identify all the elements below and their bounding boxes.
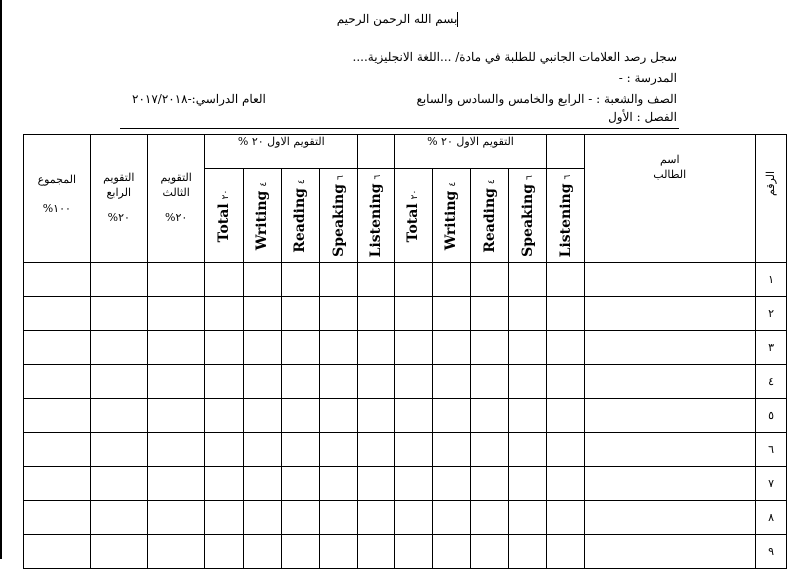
grade-cell[interactable] — [243, 433, 281, 467]
grade-cell[interactable] — [147, 399, 204, 433]
grade-cell[interactable] — [90, 297, 147, 331]
grades-table — [23, 134, 787, 569]
grade-cell[interactable] — [509, 501, 547, 535]
grade-cell[interactable] — [147, 433, 204, 467]
header-listening-a: Listening٦ — [547, 169, 584, 263]
table-row — [24, 467, 787, 501]
header-student-name — [584, 135, 755, 263]
third-eval-heading-2: الثالث — [162, 186, 190, 199]
table-row — [24, 365, 787, 399]
row-number: ١ — [755, 263, 786, 297]
grade-cell[interactable] — [243, 297, 281, 331]
grade-cell[interactable] — [584, 263, 755, 297]
grade-cell[interactable] — [205, 365, 243, 399]
grade-cell[interactable] — [584, 399, 755, 433]
grade-cell[interactable] — [432, 365, 470, 399]
basmala — [0, 12, 795, 27]
grade-cell[interactable] — [205, 501, 243, 535]
grade-cell[interactable] — [547, 535, 584, 569]
grade-cell[interactable] — [243, 501, 281, 535]
grade-cell[interactable] — [470, 263, 508, 297]
grade-cell[interactable] — [470, 399, 508, 433]
grade-cell[interactable] — [320, 263, 358, 297]
total-heading: المجموع — [37, 173, 77, 186]
grade-cell[interactable] — [432, 433, 470, 467]
grade-cell[interactable] — [147, 467, 204, 501]
grade-cell[interactable] — [394, 365, 432, 399]
student-name-heading-1: اسم — [659, 153, 680, 166]
grade-cell[interactable] — [320, 331, 358, 365]
grade-cell[interactable] — [147, 501, 204, 535]
grade-cell[interactable] — [281, 263, 319, 297]
row-number-heading: الرقم — [764, 170, 778, 197]
grade-cell[interactable] — [281, 535, 319, 569]
row-number: ٦ — [755, 433, 786, 467]
grade-cell[interactable] — [24, 535, 91, 569]
grade-cell[interactable] — [547, 365, 584, 399]
grade-cell[interactable] — [394, 467, 432, 501]
grade-cell[interactable] — [584, 297, 755, 331]
grade-cell[interactable] — [147, 365, 204, 399]
grade-cell[interactable] — [90, 331, 147, 365]
grade-cell[interactable] — [243, 467, 281, 501]
grade-cell[interactable] — [24, 433, 91, 467]
grade-cell[interactable] — [320, 535, 358, 569]
fourth-eval-percent: ٢٠% — [107, 211, 130, 224]
grade-cell[interactable] — [432, 399, 470, 433]
grade-cell[interactable] — [547, 399, 584, 433]
grade-cell[interactable] — [24, 501, 91, 535]
page-edge — [0, 0, 2, 559]
grade-cell[interactable] — [394, 535, 432, 569]
grade-cell[interactable] — [205, 399, 243, 433]
grade-cell[interactable] — [584, 535, 755, 569]
row-number: ٩ — [755, 535, 786, 569]
header-speaking-a: Speaking٦ — [509, 169, 547, 263]
grade-cell[interactable] — [358, 501, 394, 535]
header-group-spacer-b — [358, 135, 394, 169]
grade-cell[interactable] — [205, 297, 243, 331]
grade-cell[interactable] — [281, 399, 319, 433]
grade-cell[interactable] — [281, 365, 319, 399]
grade-cell[interactable] — [320, 365, 358, 399]
grade-cell[interactable] — [147, 331, 204, 365]
grade-cell[interactable] — [584, 433, 755, 467]
student-name-heading-2: الطالب — [653, 168, 687, 181]
grade-cell[interactable] — [147, 263, 204, 297]
grade-cell[interactable] — [320, 297, 358, 331]
grade-cell[interactable] — [509, 297, 547, 331]
grade-cell[interactable] — [432, 297, 470, 331]
grade-cell[interactable] — [394, 501, 432, 535]
third-eval-heading-1: التقويم — [160, 171, 192, 184]
header-writing-a: Writing٤ — [432, 169, 470, 263]
grade-cell[interactable] — [358, 263, 394, 297]
grade-cell[interactable] — [584, 467, 755, 501]
grade-cell[interactable] — [281, 433, 319, 467]
grade-cell[interactable] — [509, 467, 547, 501]
grade-cell[interactable] — [394, 263, 432, 297]
school-field: المدرسة : - — [618, 71, 677, 85]
grade-cell[interactable] — [432, 535, 470, 569]
grade-cell[interactable] — [394, 433, 432, 467]
row-number: ٧ — [755, 467, 786, 501]
grade-cell[interactable] — [509, 535, 547, 569]
grade-cell[interactable] — [509, 365, 547, 399]
grade-cell[interactable] — [358, 399, 394, 433]
grade-cell[interactable] — [470, 297, 508, 331]
grade-cell[interactable] — [320, 433, 358, 467]
class-field: الصف والشعبة : - الرابع والخامس والسادس والسابع — [416, 92, 677, 106]
grade-cell[interactable] — [90, 399, 147, 433]
grade-cell[interactable] — [24, 297, 91, 331]
grade-cell[interactable] — [584, 501, 755, 535]
grade-cell[interactable] — [24, 399, 91, 433]
grade-cell[interactable] — [243, 365, 281, 399]
table-row — [24, 501, 787, 535]
grade-cell[interactable] — [358, 331, 394, 365]
row-number: ٥ — [755, 399, 786, 433]
grade-cell[interactable] — [470, 467, 508, 501]
grade-cell[interactable] — [358, 365, 394, 399]
grade-cell[interactable] — [470, 331, 508, 365]
grade-cell[interactable] — [90, 433, 147, 467]
grade-cell[interactable] — [90, 501, 147, 535]
header-total-b: Total٢٠ — [205, 169, 243, 263]
third-eval-percent: ٢٠% — [165, 211, 188, 224]
row-number: ٣ — [755, 331, 786, 365]
table-row — [24, 297, 787, 331]
header-group-eval-b: التقويم الاول ٢٠ % — [205, 135, 358, 169]
grade-cell[interactable] — [24, 263, 91, 297]
grade-cell[interactable] — [205, 331, 243, 365]
header-group-eval-a: التقويم الاول ٢٠ % — [394, 135, 547, 169]
grade-cell[interactable] — [509, 263, 547, 297]
header-total — [24, 135, 91, 263]
grade-cell[interactable] — [509, 331, 547, 365]
grade-cell[interactable] — [24, 365, 91, 399]
text-cursor — [457, 12, 458, 27]
header-rule — [120, 128, 679, 129]
header-reading-a: Reading٤ — [470, 169, 508, 263]
grade-cell[interactable] — [90, 535, 147, 569]
table-row — [24, 399, 787, 433]
header-group-spacer-a — [547, 135, 584, 169]
grade-cell[interactable] — [90, 263, 147, 297]
grade-cell[interactable] — [243, 535, 281, 569]
grade-cell[interactable] — [358, 467, 394, 501]
grade-cell[interactable] — [320, 501, 358, 535]
document-title: سجل رصد العلامات الجانبي للطلبة في مادة/ ...اللغة الانجليزية.... — [352, 50, 677, 64]
grade-cell[interactable] — [509, 433, 547, 467]
header-speaking-b: Speaking٦ — [320, 169, 358, 263]
grade-cell[interactable] — [205, 263, 243, 297]
grade-cell[interactable] — [243, 263, 281, 297]
grade-cell[interactable] — [432, 331, 470, 365]
grade-cell[interactable] — [547, 297, 584, 331]
grade-cell[interactable] — [547, 331, 584, 365]
header-total-a: Total٢٠ — [394, 169, 432, 263]
grade-cell[interactable] — [90, 365, 147, 399]
grade-cell[interactable] — [470, 535, 508, 569]
grade-cell[interactable] — [147, 297, 204, 331]
header-reading-b: Reading٤ — [281, 169, 319, 263]
row-number: ٨ — [755, 501, 786, 535]
grade-cell[interactable] — [90, 467, 147, 501]
grade-cell[interactable] — [358, 535, 394, 569]
grade-cell[interactable] — [147, 535, 204, 569]
header-writing-b: Writing٤ — [243, 169, 281, 263]
grade-cell[interactable] — [584, 331, 755, 365]
row-number: ٤ — [755, 365, 786, 399]
header-listening-b: Listening٦ — [358, 169, 394, 263]
header-third-eval — [147, 135, 204, 263]
grade-cell[interactable] — [547, 501, 584, 535]
grade-cell[interactable] — [358, 297, 394, 331]
grade-cell[interactable] — [320, 467, 358, 501]
table-row — [24, 535, 787, 569]
grade-cell[interactable] — [432, 501, 470, 535]
basmala-text: بسم الله الرحمن الرحيم — [336, 12, 458, 26]
table-row — [24, 331, 787, 365]
grade-cell[interactable] — [547, 263, 584, 297]
grade-cell[interactable] — [281, 331, 319, 365]
grade-cell[interactable] — [205, 535, 243, 569]
grade-cell[interactable] — [470, 365, 508, 399]
grade-cell[interactable] — [205, 467, 243, 501]
grade-cell[interactable] — [24, 467, 91, 501]
grade-cell[interactable] — [243, 399, 281, 433]
header-row-number — [755, 135, 786, 263]
row-number: ٢ — [755, 297, 786, 331]
table-row — [24, 263, 787, 297]
grade-cell[interactable] — [394, 297, 432, 331]
grade-cell[interactable] — [394, 331, 432, 365]
total-percent: ١٠٠% — [42, 202, 71, 215]
fourth-eval-heading-2: الرابع — [106, 186, 131, 199]
grade-cell[interactable] — [320, 399, 358, 433]
grade-cell[interactable] — [205, 433, 243, 467]
grade-cell[interactable] — [24, 331, 91, 365]
academic-year: العام الدراسي:-٢٠١٧/٢٠١٨ — [132, 92, 266, 106]
grade-cell[interactable] — [281, 297, 319, 331]
grade-cell[interactable] — [281, 501, 319, 535]
grade-cell[interactable] — [547, 467, 584, 501]
grade-cell[interactable] — [584, 365, 755, 399]
grade-cell[interactable] — [432, 467, 470, 501]
grade-cell[interactable] — [470, 433, 508, 467]
grade-cell[interactable] — [509, 399, 547, 433]
grade-cell[interactable] — [470, 501, 508, 535]
grade-cell[interactable] — [243, 331, 281, 365]
grade-cell[interactable] — [281, 467, 319, 501]
grade-cell[interactable] — [358, 433, 394, 467]
semester-field: الفصل : الأول — [608, 110, 677, 124]
fourth-eval-heading-1: التقويم — [103, 171, 135, 184]
table-row — [24, 433, 787, 467]
grade-cell[interactable] — [394, 399, 432, 433]
grade-cell[interactable] — [547, 433, 584, 467]
header-fourth-eval — [90, 135, 147, 263]
grade-cell[interactable] — [432, 263, 470, 297]
